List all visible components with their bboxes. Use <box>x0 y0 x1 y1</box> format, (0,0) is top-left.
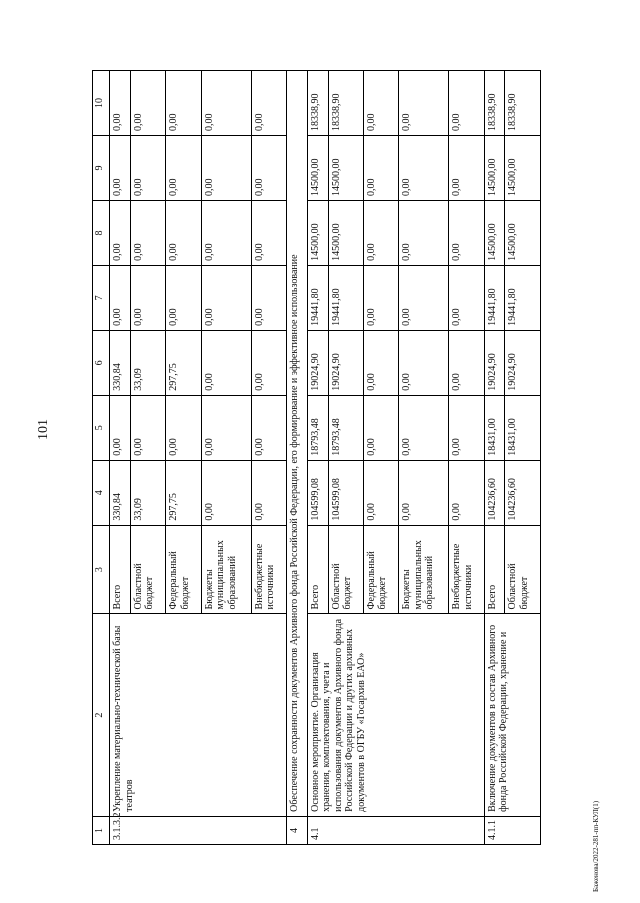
value-cell: 0,00 <box>449 395 484 460</box>
row-name: Включение документов в состав Архивного фонда Российской Федерации, хранение и <box>484 614 540 816</box>
table-row <box>307 71 328 845</box>
value-cell: 18431,00 <box>505 395 541 460</box>
funding-source: Всего <box>484 525 505 614</box>
header-cell: 1 <box>93 816 110 844</box>
value-cell: 0,00 <box>251 460 286 525</box>
funding-source: Бюджеты муниципальных образований <box>399 525 449 614</box>
value-cell: 0,00 <box>399 395 449 460</box>
row-id: 4.1 <box>307 816 484 844</box>
header-cell: 8 <box>93 200 110 265</box>
value-cell: 0,00 <box>166 71 201 136</box>
section-title: Обеспечение сохранности документов Архивного фонда Российской Федерации, его формирование и эффективное использование <box>286 71 307 817</box>
value-cell: 14500,00 <box>307 136 328 201</box>
value-cell: 14500,00 <box>328 136 363 201</box>
value-cell: 0,00 <box>449 71 484 136</box>
header-row <box>93 71 110 845</box>
value-cell: 19024,90 <box>505 330 541 395</box>
value-cell: 0,00 <box>110 395 131 460</box>
value-cell: 0,00 <box>130 136 165 201</box>
header-cell: 5 <box>93 395 110 460</box>
value-cell: 0,00 <box>201 460 251 525</box>
value-cell: 0,00 <box>449 136 484 201</box>
value-cell: 330,84 <box>110 460 131 525</box>
value-cell: 0,00 <box>399 200 449 265</box>
funding-source: Федеральный бюджет <box>363 525 398 614</box>
value-cell: 0,00 <box>399 71 449 136</box>
value-cell: 0,00 <box>363 71 398 136</box>
value-cell: 0,00 <box>201 136 251 201</box>
document-footer: Баженова/2022-281-пп-КУЛ(1) <box>592 800 600 892</box>
value-cell: 14500,00 <box>505 136 541 201</box>
value-cell: 0,00 <box>201 71 251 136</box>
value-cell: 18793,48 <box>307 395 328 460</box>
value-cell: 19024,90 <box>484 330 505 395</box>
value-cell: 0,00 <box>166 265 201 330</box>
value-cell: 0,00 <box>110 71 131 136</box>
value-cell: 0,00 <box>166 136 201 201</box>
header-cell: 3 <box>93 525 110 614</box>
value-cell: 0,00 <box>251 71 286 136</box>
value-cell: 0,00 <box>110 136 131 201</box>
value-cell: 18338,90 <box>307 71 328 136</box>
table-body <box>93 71 541 845</box>
value-cell: 0,00 <box>166 395 201 460</box>
value-cell: 104236,60 <box>484 460 505 525</box>
value-cell: 0,00 <box>166 200 201 265</box>
value-cell: 18338,90 <box>505 71 541 136</box>
value-cell: 0,00 <box>110 200 131 265</box>
value-cell: 19441,80 <box>484 265 505 330</box>
funding-source: Бюджеты муниципальных образований <box>201 525 251 614</box>
funding-source: Всего <box>110 525 131 614</box>
funding-source: Внебюджетные источники <box>251 525 286 614</box>
table-row <box>484 71 505 845</box>
value-cell: 0,00 <box>201 265 251 330</box>
header-cell: 6 <box>93 330 110 395</box>
value-cell: 18338,90 <box>484 71 505 136</box>
header-cell: 9 <box>93 136 110 201</box>
row-id: 3.1.3.2 <box>110 816 287 844</box>
value-cell: 104236,60 <box>505 460 541 525</box>
value-cell: 0,00 <box>399 460 449 525</box>
value-cell: 33,09 <box>130 460 165 525</box>
value-cell: 14500,00 <box>307 200 328 265</box>
value-cell: 0,00 <box>449 200 484 265</box>
row-id: 4.1.1 <box>484 816 540 844</box>
value-cell: 0,00 <box>201 395 251 460</box>
funding-source: Областной бюджет <box>505 525 541 614</box>
funding-source: Всего <box>307 525 328 614</box>
value-cell: 0,00 <box>251 395 286 460</box>
value-cell: 18338,90 <box>328 71 363 136</box>
section-id: 4 <box>286 816 307 844</box>
value-cell: 0,00 <box>130 71 165 136</box>
value-cell: 0,00 <box>363 200 398 265</box>
value-cell: 0,00 <box>130 200 165 265</box>
value-cell: 0,00 <box>251 136 286 201</box>
value-cell: 19024,90 <box>307 330 328 395</box>
value-cell: 14500,00 <box>505 200 541 265</box>
value-cell: 0,00 <box>363 136 398 201</box>
funding-source: Внебюджетные источники <box>449 525 484 614</box>
funding-source: Областной бюджет <box>130 525 165 614</box>
value-cell: 104599,08 <box>307 460 328 525</box>
value-cell: 330,84 <box>110 330 131 395</box>
value-cell: 19441,80 <box>328 265 363 330</box>
value-cell: 0,00 <box>251 330 286 395</box>
header-cell: 4 <box>93 460 110 525</box>
value-cell: 0,00 <box>130 265 165 330</box>
value-cell: 19441,80 <box>307 265 328 330</box>
value-cell: 18431,00 <box>484 395 505 460</box>
table-row <box>110 71 131 845</box>
value-cell: 19024,90 <box>328 330 363 395</box>
value-cell: 0,00 <box>399 136 449 201</box>
value-cell: 19441,80 <box>505 265 541 330</box>
value-cell: 0,00 <box>363 265 398 330</box>
section-row <box>286 71 307 845</box>
value-cell: 0,00 <box>130 395 165 460</box>
funding-source: Областной бюджет <box>328 525 363 614</box>
value-cell: 104599,08 <box>328 460 363 525</box>
header-cell: 2 <box>93 614 110 816</box>
page-number: 101 <box>36 419 51 440</box>
value-cell: 0,00 <box>251 265 286 330</box>
header-cell: 10 <box>93 71 110 136</box>
funding-source: Федеральный бюджет <box>166 525 201 614</box>
value-cell: 14500,00 <box>328 200 363 265</box>
value-cell: 0,00 <box>363 330 398 395</box>
row-name: Основное мероприятие. Организация хранения, комплектования, учета и использования документов Архивного фонда Российской Федерации и других архивных документов в ОГБУ «Госархив ЕАО» <box>307 614 484 816</box>
value-cell: 14500,00 <box>484 136 505 201</box>
value-cell: 0,00 <box>449 460 484 525</box>
value-cell: 297,75 <box>166 460 201 525</box>
value-cell: 0,00 <box>449 265 484 330</box>
value-cell: 297,75 <box>166 330 201 395</box>
value-cell: 0,00 <box>201 200 251 265</box>
value-cell: 18793,48 <box>328 395 363 460</box>
header-cell: 7 <box>93 265 110 330</box>
value-cell: 0,00 <box>363 460 398 525</box>
value-cell: 0,00 <box>399 265 449 330</box>
rotated-table-container <box>92 70 541 845</box>
value-cell: 0,00 <box>399 330 449 395</box>
value-cell: 0,00 <box>363 395 398 460</box>
value-cell: 14500,00 <box>484 200 505 265</box>
budget-table <box>92 70 541 845</box>
value-cell: 33,09 <box>130 330 165 395</box>
row-name: Укрепление материально-технической базы театров <box>110 614 287 816</box>
value-cell: 0,00 <box>449 330 484 395</box>
value-cell: 0,00 <box>251 200 286 265</box>
value-cell: 0,00 <box>201 330 251 395</box>
value-cell: 0,00 <box>110 265 131 330</box>
